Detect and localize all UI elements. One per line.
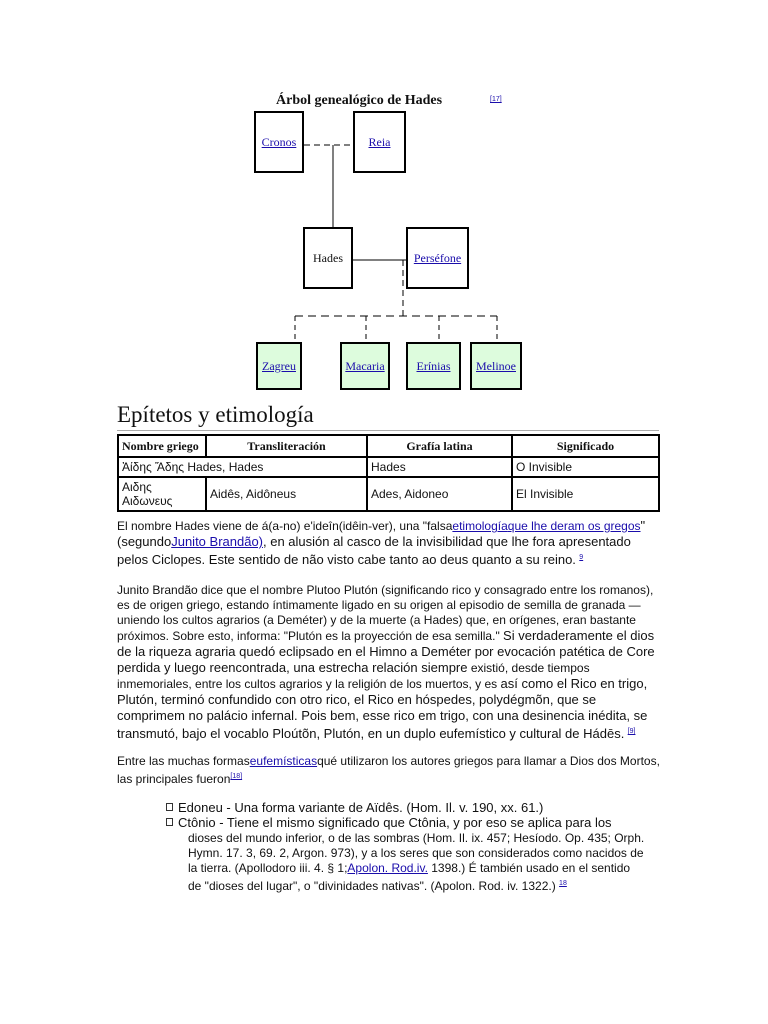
citation-link[interactable]: 9 [579, 554, 584, 561]
etimologia-link[interactable]: etimología [452, 519, 508, 533]
table-cell: Αιδης Αιδωνευς [118, 477, 206, 511]
text-run: así como el Rico en trigo, Plutón, terminó confundido con otro rico, el Rico en hóspedes, polydégmõn, que se comprimem no palácio infernal. Pois bem, esse rico em trigo, con una desinencia inédita, se transmutó, bajo el vocablo Ploútõn, Plutón, en un duplo eufemístico y cultural de Hádēs. [117, 676, 648, 741]
tree-node-cronos[interactable] [254, 111, 304, 173]
text-run: , en alusión al casco de la invisibilidad que lhe fora apresentado pelos Ciclopes. Este sentido de não visto cabe tanto ao deus quanto a su reino. [117, 534, 631, 567]
tree-node-melinoe[interactable] [470, 342, 522, 390]
table-cell: El Invisible [512, 477, 659, 511]
tree-node-label: Hades [313, 250, 343, 265]
text-run: " (segundo [117, 518, 646, 549]
tree-node-hades [303, 227, 353, 289]
section-heading: Epítetos y etimología [117, 402, 314, 427]
family-tree [0, 0, 768, 400]
tree-node-label[interactable]: Reia [368, 134, 391, 149]
paragraph-pluton [117, 583, 662, 742]
tree-node-label[interactable]: Zagreu [262, 358, 296, 373]
list-item-text: Edoneu - Una forma variante de Aïdês. (Hom. Il. v. 190, xx. 61.) [178, 800, 544, 815]
junito-brandao-link[interactable]: Junito Brandão) [171, 534, 263, 549]
table-header: Significado [512, 435, 659, 457]
tree-node-label[interactable]: Macaria [345, 358, 385, 373]
tree-node-zagreu[interactable] [256, 342, 302, 390]
tree-node-persefone[interactable] [406, 227, 469, 289]
tree-node-erinias[interactable] [406, 342, 461, 390]
text-run: Entre las muchas formas [117, 754, 250, 768]
table-header: Grafía latina [367, 435, 512, 457]
tree-node-reia[interactable] [353, 111, 406, 173]
paragraph-euphemisms [117, 754, 662, 787]
text-run: Junito Brandão dice que el nombre Plutoo Plutón (significando rico y consagrado entre los romanos), es de origen griego, estando íntimamente ligado en su origen al episodio de semilla de granada — uniendo los cultos agrarios (a Deméter) y de la muerte (a Hades) que, en orígenes, eran bastante próximos. Sobre esto, informa: "Plutón es la proyección de esa semilla." [117, 583, 654, 643]
list-item-text: dioses del mundo inferior, o de las sombras (Hom. Il. ix. 457; Hesíodo. Op. 435; Orph. Hymn. 17. 3, 69. 2, Argon. 973), y a los seres que son considerados como nacidos de la tierra. (Apollodoro iii. 4. § 1; [188, 831, 645, 875]
epithet-list [166, 800, 646, 894]
text-run: qué utilizaron los autores griegos para llamar a Dios dos Mortos, las principales fueron [117, 754, 660, 786]
table-header-row [118, 435, 659, 457]
table-row [118, 477, 659, 511]
table-header: Transliteración [206, 435, 367, 457]
list-item [166, 800, 646, 815]
citation-link[interactable]: [9] [627, 728, 636, 735]
paragraph-etymology [117, 518, 662, 568]
text-run: Si verdaderamente el dios de la riqueza agraria quedó eclipsado en el Himno a Deméter por evocación patética de Core perdida y luego reencontrada, una estrecha relación siempre [117, 628, 655, 675]
section-divider [117, 430, 659, 431]
tree-node-label[interactable]: Erínias [416, 358, 451, 373]
text-run: existió, desde tiempos inmemoriales, entre los cultos agrarios y la religión de los muertos, y es [117, 661, 590, 691]
table-cell: Ades, Aidoneo [367, 477, 512, 511]
tree-node-label[interactable]: Melinoe [476, 358, 516, 373]
tree-node-label[interactable]: Perséfone [413, 250, 462, 265]
citation-link[interactable]: [18] [230, 773, 243, 780]
list-item [166, 815, 646, 894]
list-item-continuation [178, 831, 646, 894]
bullet-icon [166, 803, 173, 811]
que-lhe-link[interactable]: que lhe deram os gregos [507, 519, 641, 533]
tree-citation[interactable]: [17] [490, 96, 502, 103]
tree-node-macaria[interactable] [340, 342, 390, 390]
tree-title: Árbol genealógico de Hades [276, 93, 443, 108]
citation-link[interactable]: 18 [559, 880, 567, 887]
list-item-text: 1398.) É también usado en el sentido de "dioses del lugar", o "divinidades nativas". (Apolon. Rod. iv. 1322.) [188, 861, 631, 893]
tree-connectors [0, 0, 768, 400]
tree-node-label[interactable]: Cronos [261, 134, 297, 149]
table-cell: Aidês, Aidôneus [206, 477, 367, 511]
table-header: Nombre griego [118, 435, 206, 457]
table-cell: Hades [367, 457, 512, 477]
table-row [118, 457, 659, 477]
list-item-text: Ctônio - Tiene el mismo significado que Ctônia, y por eso se aplica para los [178, 815, 612, 830]
table-cell-overlap: Ἀίδης Ἅδης Hades, Hades [118, 457, 367, 477]
bullet-icon [166, 818, 173, 826]
apolon-rod-link[interactable]: Apolon. Rod.iv. [347, 861, 428, 875]
text-run: El nombre Hades viene de á(a-no) e'ideîn(idêin-ver), una "falsa [117, 519, 453, 533]
epithets-table [117, 434, 660, 512]
table-cell: O Invisible [512, 457, 659, 477]
eufemisticas-link[interactable]: eufemísticas [249, 754, 318, 768]
